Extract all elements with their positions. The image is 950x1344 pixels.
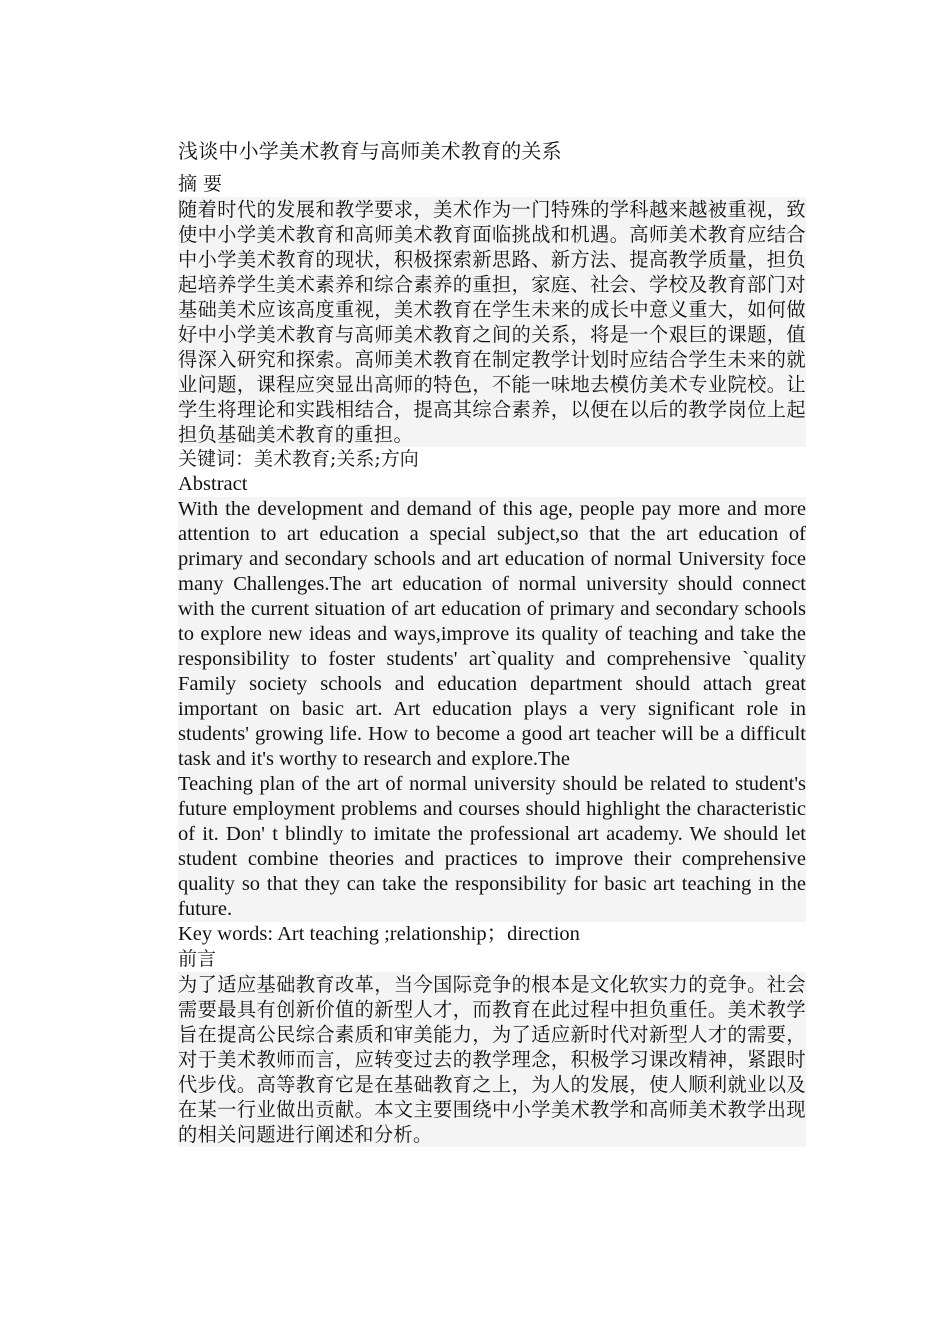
- keywords-en: Key words: Art teaching ;relationship；direction: [178, 923, 580, 945]
- abstract-en-paragraph-2: Teaching plan of the art of normal university should be related to student's future employment problems and courses should highlight the characteristic of it. Don' t blindly to imitate the professional art academy. We should let student combine theories and practices to improve their comprehensive quality so that they can take the responsibility for basic art teaching in the future.: [178, 773, 806, 920]
- abstract-en-paragraph-1: With the development and demand of this age, people pay more and more attention to art education a special subject,so that the art education of primary and secondary schools and art education of normal University foce many Challenges.The art education of normal university should connect with the current situation of art education of primary and secondary schools to explore new ideas and ways,improve its quality of teaching and take the responsibility to foster students' art`quality and comprehensive `quality Family society schools and education department should attach great important on basic art. Art education plays a very significant role in students' growing life. How to become a good art teacher will be a difficult task and it's worthy to research and explore.The: [178, 498, 806, 770]
- abstract-en-heading: Abstract: [178, 473, 248, 495]
- document-title: 浅谈中小学美术教育与高师美术教育的关系: [178, 139, 562, 163]
- document-page: [178, 138, 806, 1147]
- abstract-zh-heading: 摘 要: [178, 173, 223, 195]
- abstract-zh-paragraph: 随着时代的发展和教学要求，美术作为一门特殊的学科越来越被重视，致使中小学美术教育和高师美术教育面临挑战和机遇。高师美术教育应结合中小学美术教育的现状，积极探索新思路、新方法、提高教学质量，担负起培养学生美术素养和综合素养的重担，家庭、社会、学校及教育部门对基础美术应该高度重视，美术教育在学生未来的成长中意义重大，如何做好中小学美术教育与高师美术教育之间的关系，将是一个艰巨的课题，值得深入研究和探索。高师美术教育在制定教学计划时应结合学生未来的就业问题，课程应突显出高师的特色，不能一味地去模仿美术专业院校。让学生将理论和实践相结合，提高其综合素养，以便在以后的教学岗位上起担负基础美术教育的重担。: [178, 198, 806, 446]
- preface-paragraph: 为了适应基础教育改革，当今国际竞争的根本是文化软实力的竞争。社会需要最具有创新价值的新型人才，而教育在此过程中担负重任。美术教学旨在提高公民综合素质和审美能力，为了适应新时代对新型人才的需要，对于美术教师而言，应转变过去的教学理念，积极学习课改精神，紧跟时代步伐。高等教育它是在基础教育之上，为人的发展，使人顺利就业以及在某一行业做出贡献。本文主要围绕中小学美术教学和高师美术教学出现的相关问题进行阐述和分析。: [178, 973, 806, 1146]
- keywords-zh: 关键词：美术教育;关系;方向: [178, 448, 419, 470]
- preface-heading: 前言: [178, 948, 217, 970]
